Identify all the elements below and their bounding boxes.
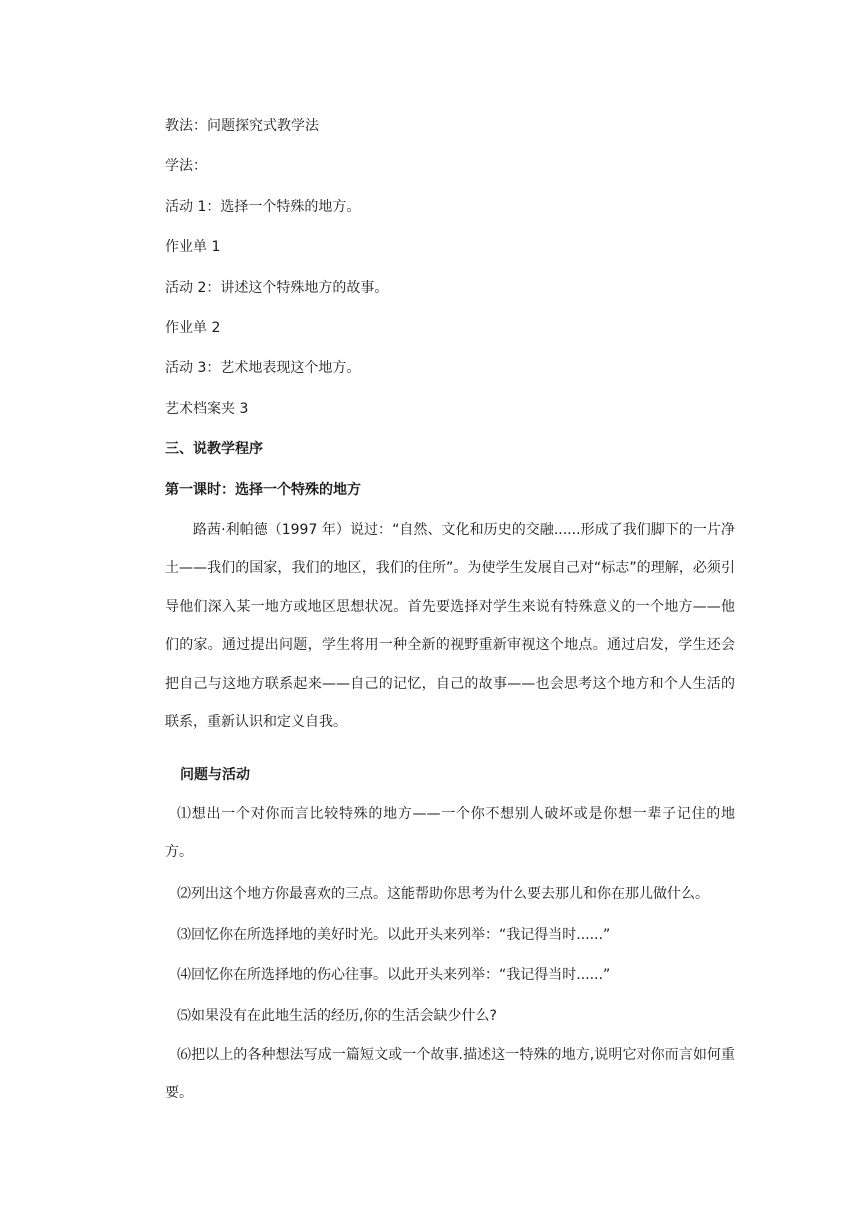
- question-item: ⑴想出一个对你而言比较特殊的地方——一个你不想别人破坏或是你想一辈子记住的地方。: [165, 806, 735, 861]
- learning-method: 学法：: [165, 158, 207, 174]
- activity-line: 活动 2：讲述这个特殊地方的故事。: [165, 280, 389, 296]
- worksheet-line: 作业单 2: [165, 320, 221, 336]
- teaching-method: 教法：问题探究式教学法: [165, 118, 319, 134]
- activity-line: 活动 1：选择一个特殊的地方。: [165, 199, 361, 215]
- question-item: ⑷回忆你在所选择地的伤心往事。以此开头来列举：“我记得当时......”: [177, 967, 611, 983]
- question-item: ⑹把以上的各种想法写成一篇短文或一个故事.描述这一特殊的地方,说明它对你而言如何重要。: [165, 1047, 735, 1102]
- question-item: ⑸如果没有在此地生活的经历,你的生活会缺少什么?: [177, 1008, 497, 1024]
- questions-heading: 问题与活动: [180, 767, 250, 783]
- worksheet-line: 作业单 1: [165, 239, 221, 255]
- section-heading: 三、说教学程序: [165, 441, 263, 457]
- activity-line: 活动 3：艺术地表现这个地方。: [165, 360, 361, 376]
- lesson-title: 第一课时：选择一个特殊的地方: [165, 482, 361, 498]
- portfolio-line: 艺术档案夹 3: [165, 401, 249, 417]
- question-item: ⑶回忆你在所选择地的美好时光。以此开头来列举：“我记得当时......”: [177, 927, 611, 943]
- intro-paragraph: 路茜·利帕德（1997 年）说过：“自然、文化和历史的交融......形成了我们脚下的一片净土——我们的国家，我们的地区，我们的住所”。为使学生发展自己对“标志”的理解，必须引导他们深入某一地方或地区思想状况。首先要选择对学生来说有特殊意义的一个地方——他们的家。通过提出问题，学生将用一种全新的视野重新审视这个地点。通过启发，学生还会把自己与这地方联系起来——自己的记忆，自己的故事——也会思考这个地方和个人生活的联系，重新认识和定义自我。: [165, 522, 735, 731]
- question-item: ⑵列出这个地方你最喜欢的三点。这能帮助你思考为什么要去那儿和你在那儿做什么。: [177, 886, 709, 902]
